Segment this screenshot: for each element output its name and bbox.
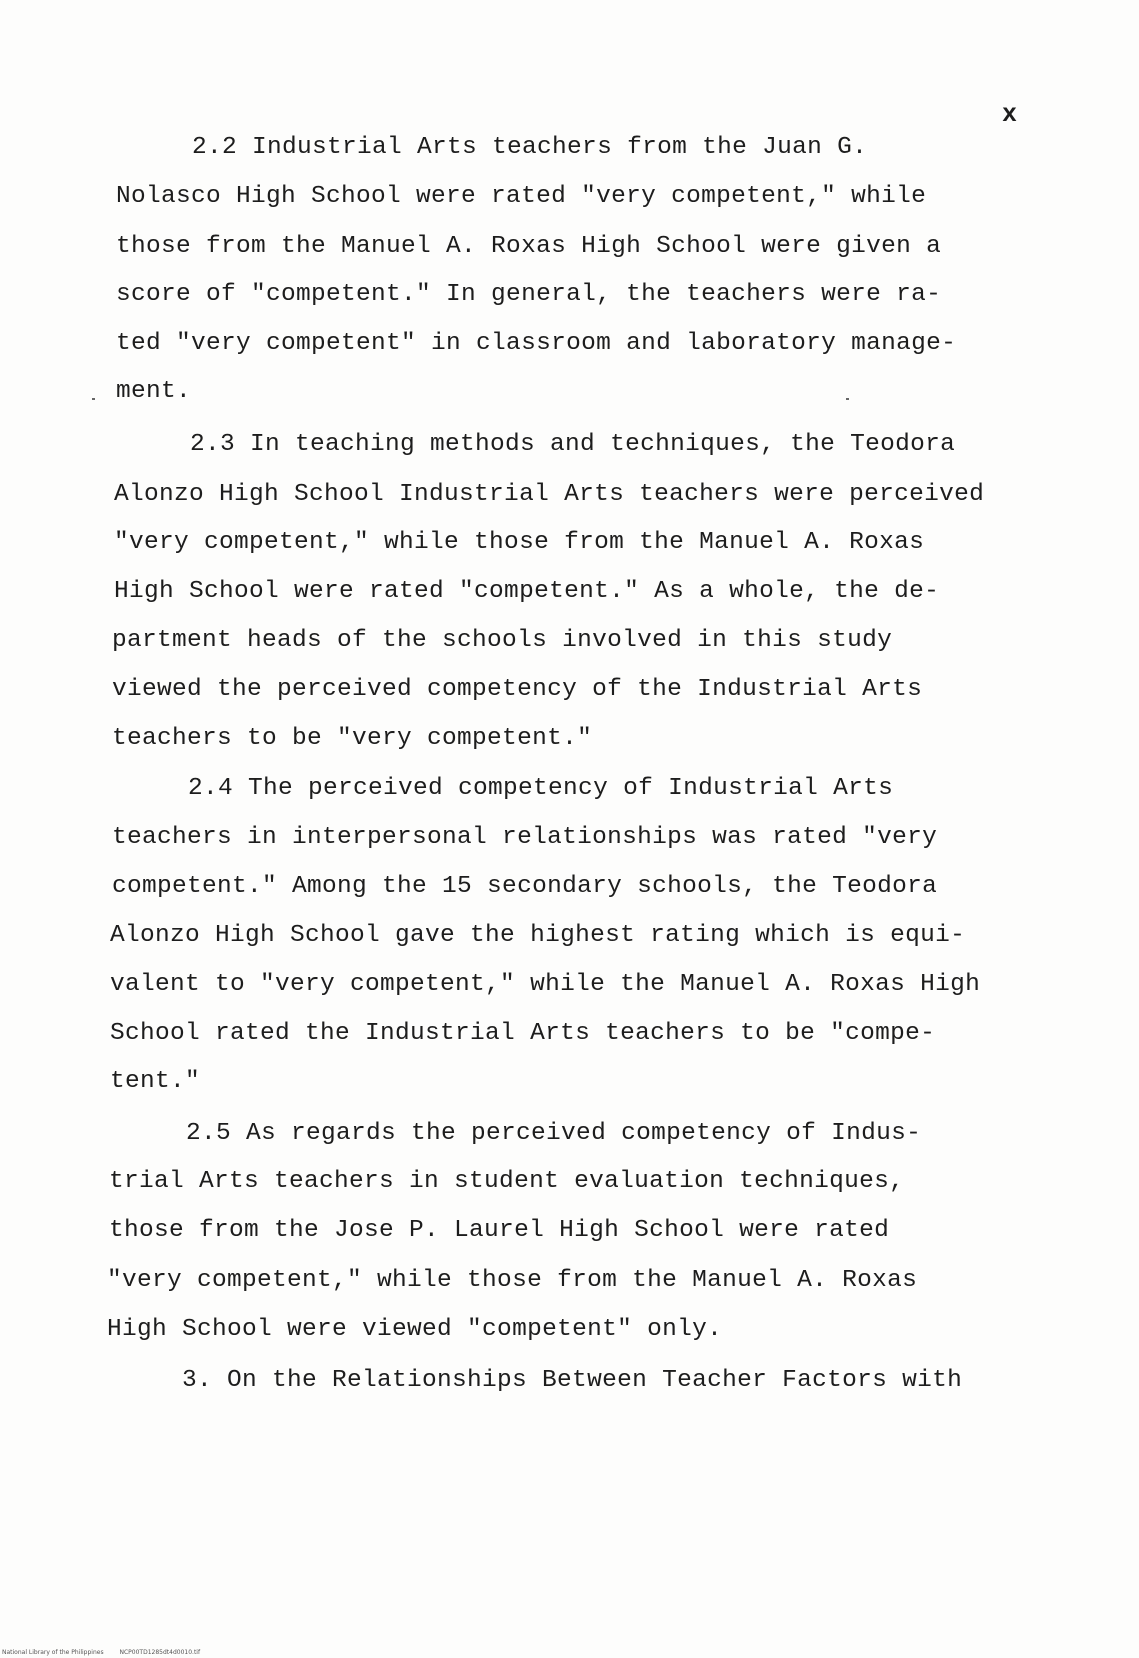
text-line-1: 2.2 Industrial Arts teachers from the Juan G. <box>192 134 868 161</box>
scan-speck <box>846 398 849 400</box>
text-line-25: High School were viewed "competent" only. <box>107 1316 723 1343</box>
text-line-21: 2.5 As regards the perceived competency of Indus- <box>186 1120 922 1147</box>
text-line-22: trial Arts teachers in student evaluation techniques, <box>109 1168 905 1195</box>
text-line-24: "very competent," while those from the Manuel A. Roxas <box>107 1267 918 1294</box>
footer-library: National Library of the Philippines <box>2 1649 104 1656</box>
text-line-26: 3. On the Relationships Between Teacher Factors with <box>182 1367 963 1394</box>
text-line-4: score of "competent." In general, the teachers were ra- <box>116 281 942 308</box>
text-line-12: viewed the perceived competency of the Industrial Arts <box>112 676 923 703</box>
text-line-23: those from the Jose P. Laurel High School were rated <box>109 1217 890 1244</box>
text-line-20: tent." <box>110 1068 201 1095</box>
text-line-16: competent." Among the 15 secondary schools, the Teodora <box>112 873 938 900</box>
text-line-5: ted "very competent" in classroom and laboratory manage- <box>116 330 957 357</box>
text-line-14: 2.4 The perceived competency of Industrial Arts <box>188 775 894 802</box>
text-line-7: 2.3 In teaching methods and techniques, the Teodora <box>190 431 956 458</box>
text-line-6: ment. <box>116 378 192 405</box>
text-line-17: Alonzo High School gave the highest rating which is equi- <box>110 922 966 949</box>
page-number: x <box>1002 100 1018 129</box>
text-line-10: High School were rated "competent." As a whole, the de- <box>114 578 940 605</box>
text-line-8: Alonzo High School Industrial Arts teachers were perceived <box>114 481 985 508</box>
footer-code: NCP00TD1285dt4d0010.tif <box>119 1649 201 1656</box>
text-line-9: "very competent," while those from the Manuel A. Roxas <box>114 529 925 556</box>
text-line-3: those from the Manuel A. Roxas High School were given a <box>116 233 942 260</box>
scan-footer <box>2 1649 214 1656</box>
text-line-11: partment heads of the schools involved in this study <box>112 627 893 654</box>
text-line-13: teachers to be "very competent." <box>112 725 593 752</box>
text-line-19: School rated the Industrial Arts teachers to be "compe- <box>110 1020 936 1047</box>
scan-speck <box>92 398 95 400</box>
text-line-18: valent to "very competent," while the Manuel A. Roxas High <box>110 971 981 998</box>
text-line-15: teachers in interpersonal relationships was rated "very <box>112 824 938 851</box>
text-line-2: Nolasco High School were rated "very competent," while <box>116 183 927 210</box>
